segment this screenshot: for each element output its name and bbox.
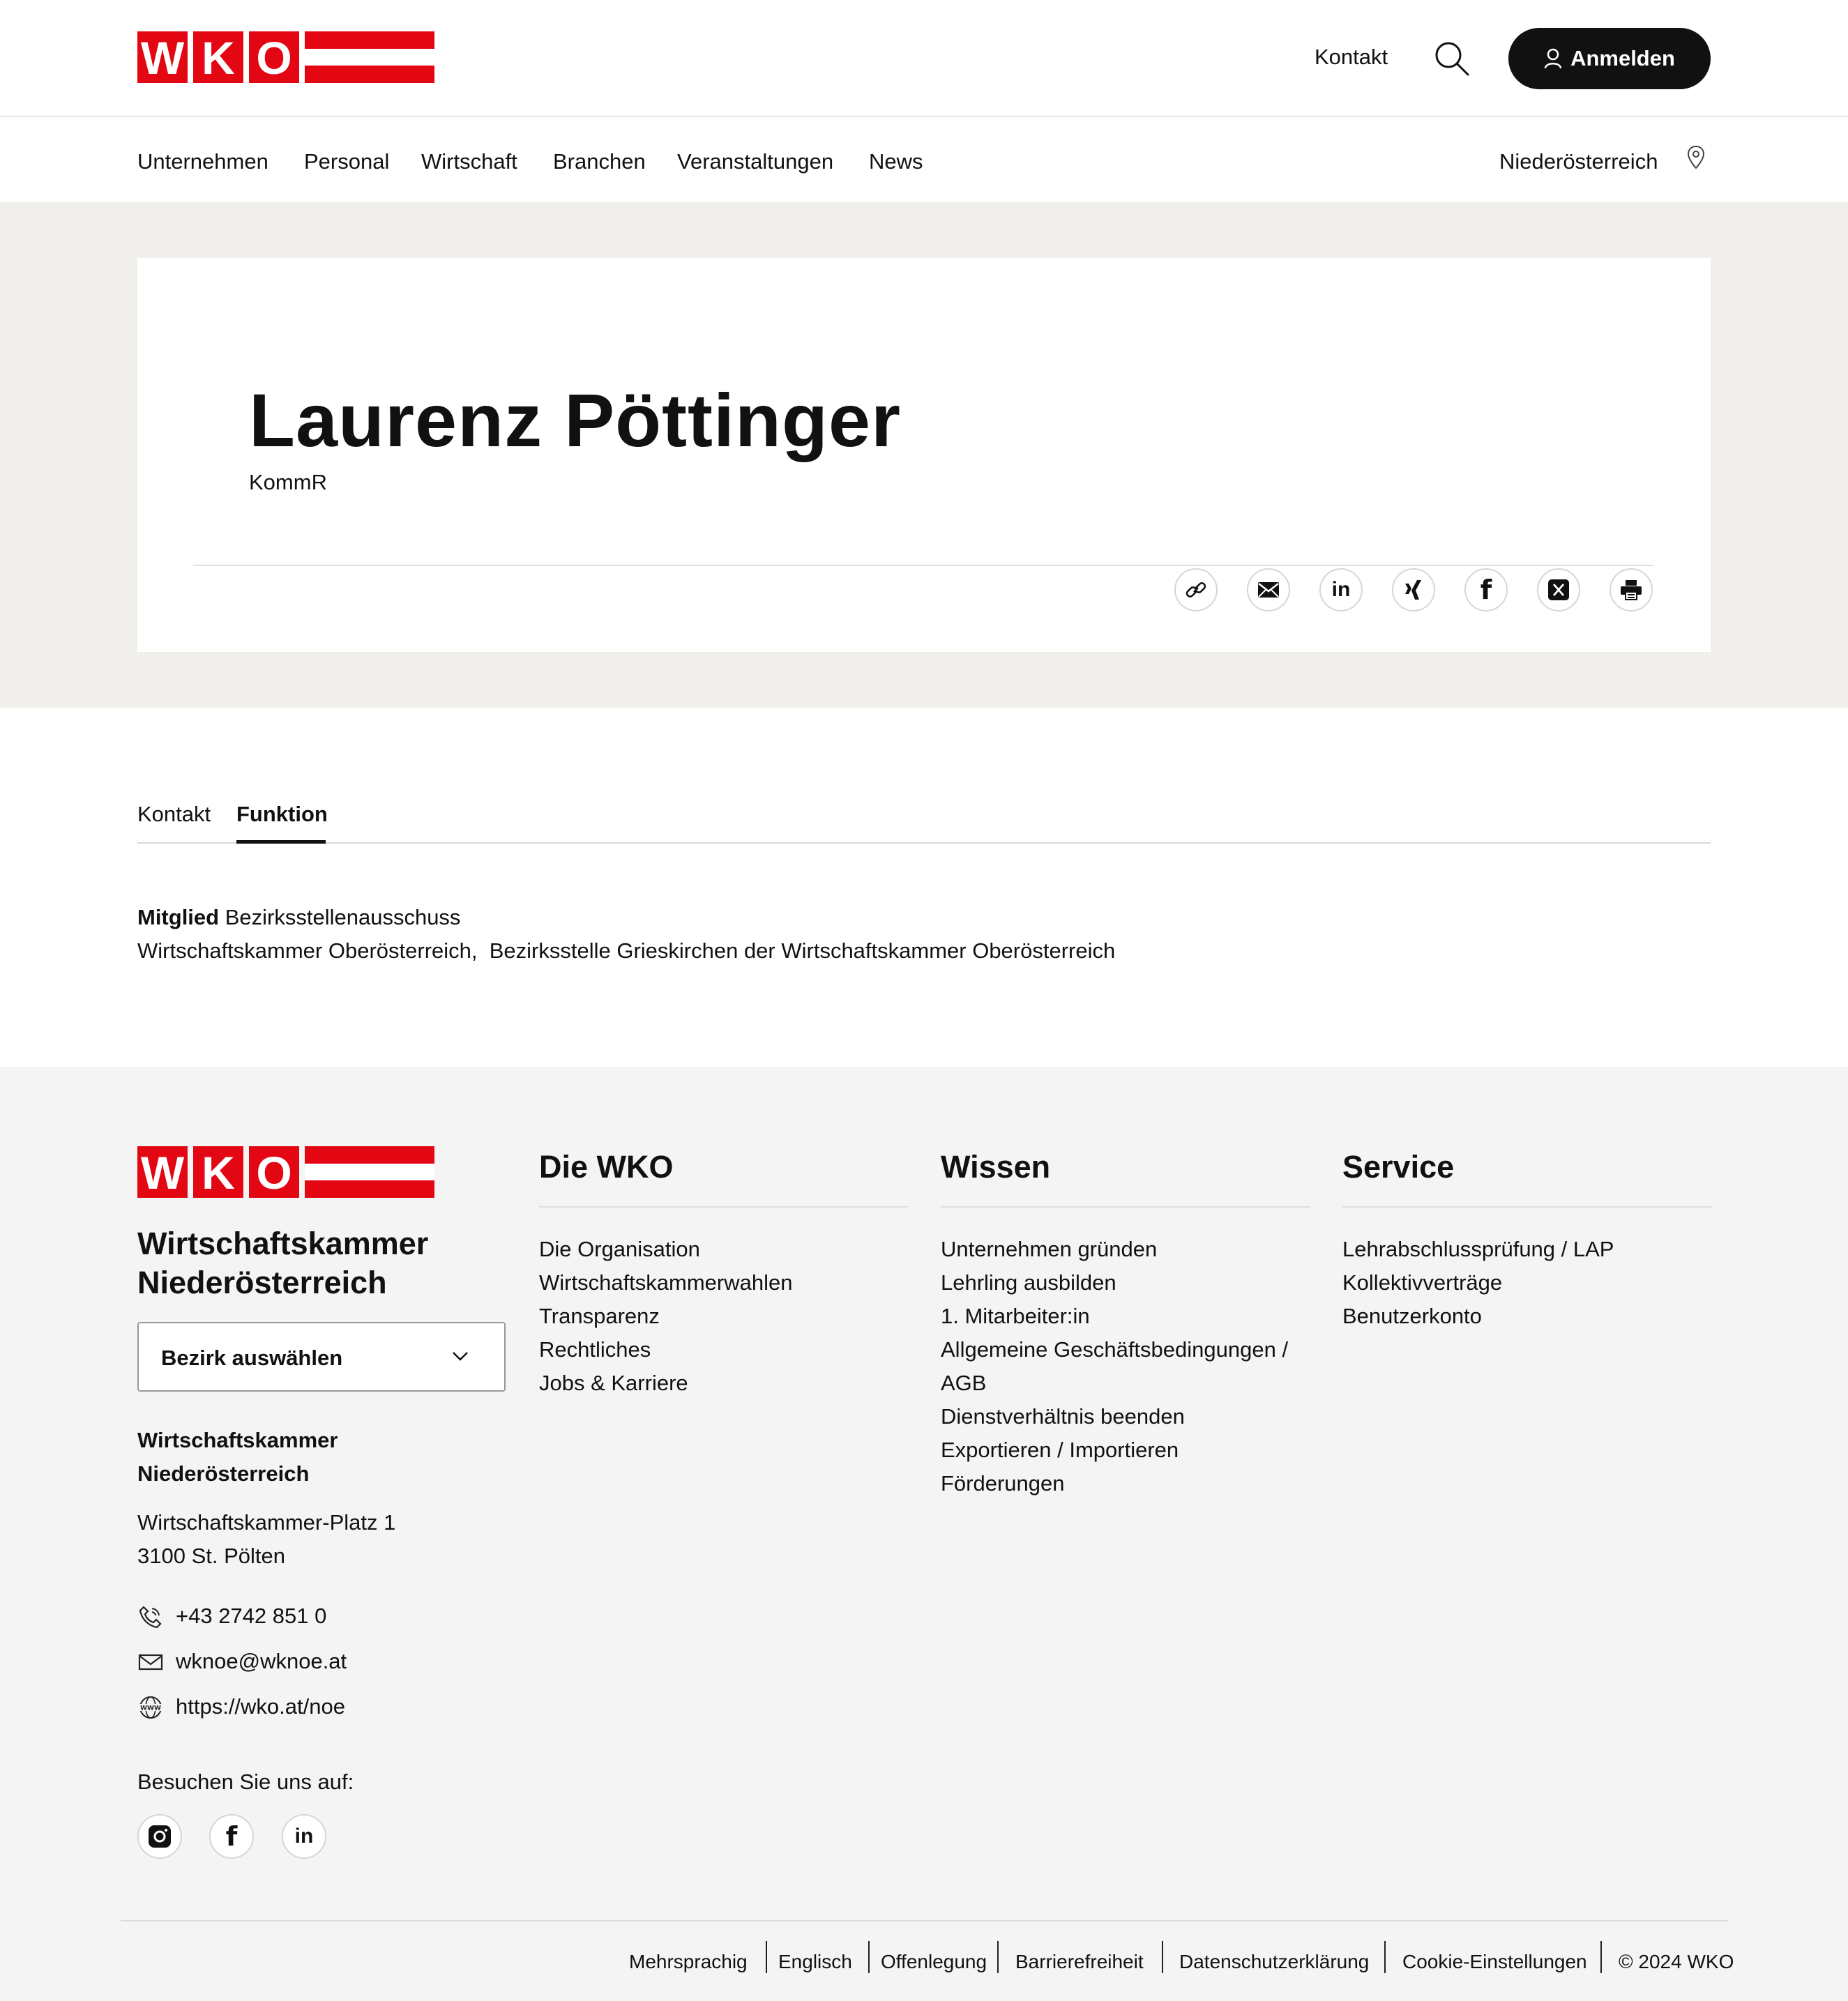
link-icon bbox=[1184, 578, 1208, 602]
login-label: Anmelden bbox=[1570, 46, 1675, 70]
footer-street: Wirtschaftskammer-Platz 1 bbox=[137, 1510, 396, 1535]
nav-news[interactable]: News bbox=[869, 149, 923, 174]
footer-address bbox=[137, 1506, 395, 1573]
svg-text:WWW: WWW bbox=[140, 1705, 161, 1712]
wko-logo[interactable] bbox=[137, 31, 434, 83]
footer-phone[interactable]: +43 2742 851 0 bbox=[176, 1604, 327, 1628]
footer-link[interactable]: Lehrling ausbilden bbox=[941, 1270, 1116, 1295]
footer-bottom-link-barrierefreiheit[interactable]: Barrierefreiheit bbox=[1015, 1951, 1144, 1972]
footer-link[interactable]: Exportieren / Importieren bbox=[941, 1438, 1179, 1462]
logo-letter-k: K bbox=[193, 31, 243, 83]
footer-bottom-link-mehrsprachig[interactable]: Mehrsprachig bbox=[629, 1951, 748, 1972]
card-divider bbox=[193, 565, 1653, 566]
footer-link[interactable]: Förderungen bbox=[941, 1471, 1065, 1496]
footer-link[interactable]: Transparenz bbox=[539, 1304, 660, 1328]
footer-org-name-line2: Niederösterreich bbox=[137, 1265, 387, 1300]
site-header bbox=[0, 0, 1848, 117]
footer-link[interactable]: Jobs & Karriere bbox=[539, 1371, 688, 1395]
footer-column-title-wissen: Wissen bbox=[941, 1149, 1051, 1185]
social-linkedin-button[interactable] bbox=[282, 1814, 326, 1859]
nav-unternehmen[interactable]: Unternehmen bbox=[137, 149, 268, 174]
footer-bottom-separator bbox=[766, 1941, 767, 1973]
person-title: KommR bbox=[249, 470, 327, 494]
footer-link[interactable]: AGB bbox=[941, 1371, 987, 1395]
logo-letter-o: O bbox=[249, 31, 299, 83]
footer-link[interactable]: Kollektivverträge bbox=[1342, 1270, 1503, 1295]
chevron-down-icon bbox=[451, 1350, 469, 1362]
share-mail-button[interactable] bbox=[1247, 568, 1290, 611]
footer-link[interactable]: Benutzerkonto bbox=[1342, 1304, 1482, 1328]
tab-active-indicator bbox=[236, 840, 326, 844]
facebook-icon: f bbox=[225, 1821, 238, 1852]
search-icon[interactable] bbox=[1434, 40, 1470, 77]
header-contact-link[interactable]: Kontakt bbox=[1315, 45, 1388, 69]
logo-flag bbox=[305, 31, 434, 83]
footer-address-name-line1: Wirtschaftskammer bbox=[137, 1428, 338, 1452]
footer-bottom-separator bbox=[997, 1941, 999, 1973]
tabs-divider bbox=[137, 842, 1711, 844]
mail-icon bbox=[1257, 581, 1280, 598]
nav-wirtschaft[interactable]: Wirtschaft bbox=[421, 149, 517, 174]
footer-link[interactable]: Die Organisation bbox=[539, 1237, 700, 1261]
tab-kontakt[interactable]: Kontakt bbox=[137, 802, 211, 826]
district-select[interactable] bbox=[137, 1322, 506, 1392]
footer-visit-label: Besuchen Sie uns auf: bbox=[137, 1770, 354, 1794]
footer-bottom-link-englisch[interactable]: Englisch bbox=[778, 1951, 852, 1972]
social-instagram-button[interactable] bbox=[137, 1814, 182, 1859]
district-select-value: Bezirk auswählen bbox=[161, 1346, 343, 1370]
footer-web[interactable]: https://wko.at/noe bbox=[176, 1694, 345, 1719]
person-name: Laurenz Pöttinger bbox=[249, 378, 902, 462]
footer-column-rule bbox=[941, 1206, 1310, 1208]
share-linkedin-button[interactable] bbox=[1319, 568, 1363, 611]
social-facebook-button[interactable] bbox=[209, 1814, 254, 1859]
footer-column-title-die-wko: Die WKO bbox=[539, 1149, 674, 1185]
footer-address-name-line2: Niederösterreich bbox=[137, 1461, 310, 1486]
footer-bottom-link-cookie-einstellungen[interactable]: Cookie-Einstellungen bbox=[1402, 1951, 1587, 1972]
footer-org-name bbox=[137, 1224, 428, 1302]
profile-hero bbox=[0, 202, 1848, 708]
function-role: Mitglied bbox=[137, 905, 220, 929]
user-icon bbox=[1544, 48, 1562, 69]
footer-bottom-separator bbox=[1384, 1941, 1386, 1973]
tab-funktion[interactable]: Funktion bbox=[236, 802, 328, 826]
phone-icon bbox=[138, 1604, 163, 1629]
footer-copyright: © 2024 WKO bbox=[1619, 1951, 1734, 1972]
footer-bottom-link-datenschutz[interactable]: Datenschutzerklärung bbox=[1179, 1951, 1370, 1972]
share-link-button[interactable] bbox=[1174, 568, 1218, 611]
nav-veranstaltungen[interactable]: Veranstaltungen bbox=[677, 149, 834, 174]
linkedin-icon: in bbox=[294, 1825, 314, 1848]
footer-bottom-separator bbox=[1600, 1941, 1602, 1973]
login-button[interactable] bbox=[1508, 28, 1711, 89]
footer-address-name bbox=[137, 1424, 338, 1491]
location-pin-icon[interactable] bbox=[1687, 145, 1705, 170]
footer-org-name-line1: Wirtschaftskammer bbox=[137, 1226, 429, 1261]
footer-link[interactable]: Unternehmen gründen bbox=[941, 1237, 1158, 1261]
footer-link[interactable]: Rechtliches bbox=[539, 1337, 651, 1362]
instagram-icon bbox=[148, 1825, 172, 1848]
email-icon bbox=[138, 1652, 163, 1672]
facebook-icon: f bbox=[1480, 575, 1492, 605]
function-entry bbox=[137, 905, 460, 930]
region-selector[interactable]: Niederösterreich bbox=[1499, 149, 1658, 174]
footer-column-rule bbox=[539, 1206, 909, 1208]
logo-flag bbox=[305, 1146, 434, 1198]
footer-bottom-rule bbox=[121, 1920, 1728, 1922]
linkedin-icon: in bbox=[1331, 578, 1351, 601]
logo-letter-w: W bbox=[137, 1146, 188, 1198]
footer-link[interactable]: 1. Mitarbeiter:in bbox=[941, 1304, 1090, 1328]
xing-icon bbox=[1403, 579, 1424, 601]
share-x-button[interactable] bbox=[1537, 568, 1580, 611]
logo-letter-o: O bbox=[249, 1146, 299, 1198]
footer-link[interactable]: Wirtschaftskammerwahlen bbox=[539, 1270, 793, 1295]
nav-personal[interactable]: Personal bbox=[304, 149, 390, 174]
profile-card bbox=[137, 258, 1711, 652]
print-icon bbox=[1620, 579, 1642, 600]
footer-column-title-service: Service bbox=[1342, 1149, 1455, 1185]
globe-icon bbox=[138, 1695, 163, 1720]
function-body: Bezirksstellenausschuss bbox=[225, 905, 461, 929]
function-organization: Wirtschaftskammer Oberösterreich, Bezirksstelle Grieskirchen der Wirtschaftskammer Oberösterreich bbox=[137, 938, 1116, 963]
share-xing-button[interactable] bbox=[1392, 568, 1435, 611]
footer-bottom-link-offenlegung[interactable]: Offenlegung bbox=[881, 1951, 987, 1972]
footer-link[interactable]: Allgemeine Geschäftsbedingungen / bbox=[941, 1337, 1289, 1362]
x-icon bbox=[1548, 579, 1569, 600]
footer-column-rule bbox=[1342, 1206, 1712, 1208]
logo-letter-k: K bbox=[193, 1146, 243, 1198]
footer-wko-logo[interactable] bbox=[137, 1146, 434, 1198]
share-facebook-button[interactable] bbox=[1464, 568, 1508, 611]
footer-bottom-separator bbox=[868, 1941, 870, 1973]
logo-letter-w: W bbox=[137, 31, 188, 83]
footer-city: 3100 St. Pölten bbox=[137, 1544, 285, 1568]
footer-email[interactable]: wknoe@wknoe.at bbox=[176, 1649, 347, 1673]
footer-bottom-separator bbox=[1162, 1941, 1163, 1973]
nav-branchen[interactable]: Branchen bbox=[553, 149, 646, 174]
footer-link[interactable]: Lehrabschlussprüfung / LAP bbox=[1342, 1237, 1614, 1261]
share-print-button[interactable] bbox=[1610, 568, 1653, 611]
footer-link[interactable]: Dienstverhältnis beenden bbox=[941, 1404, 1185, 1429]
